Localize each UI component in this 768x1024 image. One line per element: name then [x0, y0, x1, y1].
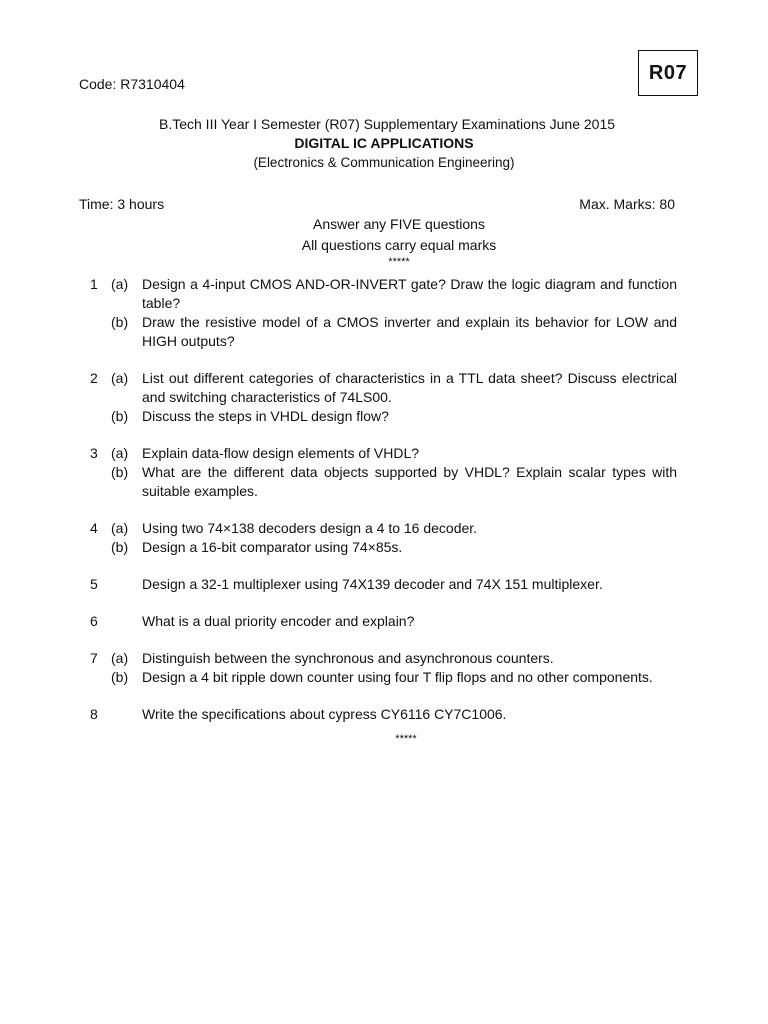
part-label: (b) [111, 464, 129, 480]
branch-name: (Electronics & Communication Engineering) [253, 155, 515, 170]
question-8 [0, 705, 768, 724]
question-text: Explain data-flow design elements of VHDL? [142, 445, 420, 461]
question-text: Draw the resistive model of a CMOS inverter and explain its behavior for LOW and HIGH outputs? [142, 314, 677, 349]
question-text: List out different categories of characteristics in a TTL data sheet? Discuss electrical and switching characteristics of 74LS00. [142, 370, 677, 405]
question-3 [0, 444, 768, 501]
question-text: Design a 32-1 multiplexer using 74X139 decoder and 74X 151 multiplexer. [142, 576, 603, 592]
question-part [0, 313, 768, 351]
question-text: Design a 16-bit comparator using 74×85s. [142, 539, 403, 555]
instruction-equal-marks: All questions carry equal marks [301, 237, 497, 253]
question-text: Discuss the steps in VHDL design flow? [142, 408, 389, 424]
paper-code: Code: R7310404 [79, 76, 185, 92]
question-part [0, 668, 768, 687]
question-5 [0, 575, 768, 594]
question-text: What is a dual priority encoder and explain? [142, 613, 415, 629]
question-1 [0, 275, 768, 351]
question-text: Distinguish between the synchronous and asynchronous counters. [142, 650, 554, 666]
question-part [0, 275, 768, 313]
question-part [0, 538, 768, 557]
question-number: 3 [90, 445, 98, 461]
part-label: (a) [111, 520, 129, 536]
instruction-answer-five: Answer any FIVE questions [313, 216, 485, 232]
part-label: (b) [111, 408, 129, 424]
part-label: (b) [111, 669, 129, 685]
question-text: What are the different data objects supported by VHDL? Explain scalar types with suitable examples. [142, 464, 677, 499]
question-part [0, 519, 768, 538]
question-part [0, 369, 768, 407]
question-part [0, 705, 768, 724]
question-part [0, 612, 768, 631]
question-part [0, 463, 768, 501]
part-label: (a) [111, 445, 129, 461]
exam-title: B.Tech III Year I Semester (R07) Supplementary Examinations June 2015 [158, 116, 616, 132]
part-label: (b) [111, 314, 129, 330]
subject-title: DIGITAL IC APPLICATIONS [294, 135, 474, 151]
max-marks: Max. Marks: 80 [579, 196, 675, 212]
question-text: Write the specifications about cypress CY6116 CY7C1006. [142, 706, 507, 722]
question-number: 4 [90, 520, 98, 536]
question-text: Design a 4 bit ripple down counter using four T flip flops and no other components. [142, 669, 653, 685]
question-number: 2 [90, 370, 98, 386]
question-part [0, 444, 768, 463]
question-number: 5 [90, 576, 98, 592]
part-label: (a) [111, 370, 129, 386]
question-text: Design a 4-input CMOS AND-OR-INVERT gate? Draw the logic diagram and function table? [142, 276, 677, 311]
part-label: (a) [111, 650, 129, 666]
question-part [0, 575, 768, 594]
question-6 [0, 612, 768, 631]
question-7 [0, 649, 768, 687]
question-list [0, 275, 768, 742]
question-2 [0, 369, 768, 426]
question-number: 6 [90, 613, 98, 629]
question-number: 8 [90, 706, 98, 722]
question-4 [0, 519, 768, 557]
exam-duration: Time: 3 hours [79, 196, 165, 212]
regulation-badge: R07 [638, 50, 698, 96]
part-label: (b) [111, 539, 129, 555]
question-number: 7 [90, 650, 98, 666]
separator-stars-top: ***** [388, 256, 410, 268]
part-label: (a) [111, 276, 129, 292]
question-part [0, 649, 768, 668]
question-part [0, 407, 768, 426]
question-number: 1 [90, 276, 98, 292]
question-text: Using two 74×138 decoders design a 4 to 16 decoder. [142, 520, 478, 536]
separator-stars-bottom: ***** [395, 733, 417, 745]
